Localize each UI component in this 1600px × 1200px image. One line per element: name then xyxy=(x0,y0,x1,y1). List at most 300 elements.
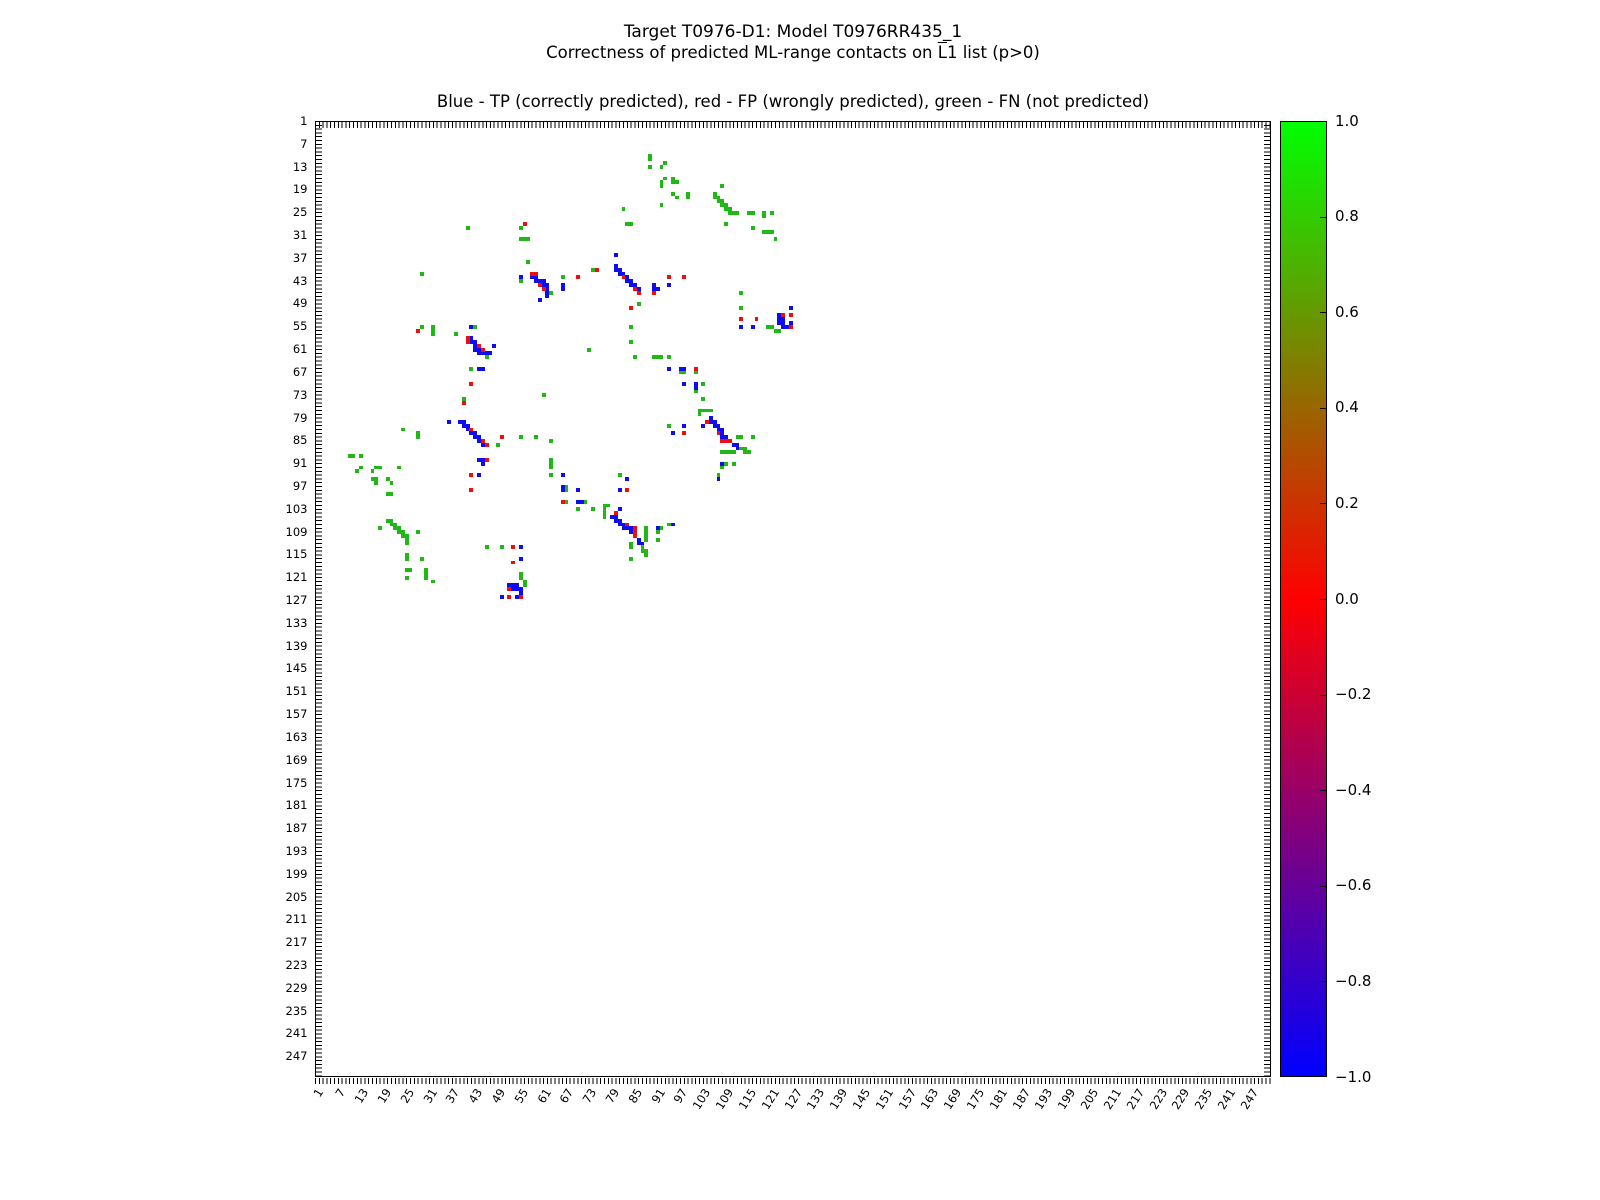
contact-cell xyxy=(781,313,785,317)
contact-cell xyxy=(736,447,740,451)
x-tick-label: 217 xyxy=(1123,1085,1147,1112)
contact-cell xyxy=(511,561,515,565)
y-tick-label: 37 xyxy=(292,250,308,265)
contact-cell xyxy=(561,500,565,504)
colorbar-tick-label: 0.4 xyxy=(1335,398,1359,417)
contact-cell xyxy=(732,462,736,466)
contact-cell xyxy=(390,481,394,485)
contact-cell xyxy=(618,473,622,477)
y-tick-label: 73 xyxy=(292,387,308,402)
y-tick-label: 43 xyxy=(292,273,308,288)
contact-cell xyxy=(542,287,546,291)
contact-cell xyxy=(701,397,705,401)
y-tick-label: 133 xyxy=(285,615,308,630)
contact-cell xyxy=(629,222,633,226)
colorbar-tick-label: −0.8 xyxy=(1335,971,1372,990)
contact-cell xyxy=(694,370,698,374)
x-tick-label: 139 xyxy=(826,1085,851,1112)
x-axis-minor-ticks-top xyxy=(315,122,1271,128)
contact-cell xyxy=(717,431,721,435)
contact-cell xyxy=(633,355,637,359)
y-tick-label: 229 xyxy=(285,980,308,995)
contact-cell xyxy=(561,287,565,291)
x-tick-label: 193 xyxy=(1032,1085,1056,1112)
y-tick-label: 241 xyxy=(285,1026,308,1041)
x-tick-label: 85 xyxy=(625,1085,646,1106)
contact-cell xyxy=(378,466,382,470)
contact-cell xyxy=(481,367,485,371)
contact-cell xyxy=(625,523,629,527)
x-tick-label: 49 xyxy=(488,1085,509,1106)
contact-cell xyxy=(701,382,705,386)
contact-cell xyxy=(405,542,409,546)
contact-cell xyxy=(485,458,489,462)
colorbar-tick xyxy=(1320,695,1326,696)
contact-cell xyxy=(720,184,724,188)
contact-cell xyxy=(682,424,686,428)
x-tick-label: 61 xyxy=(534,1085,554,1106)
contact-cell xyxy=(751,325,755,329)
colorbar-tick-label: 0.0 xyxy=(1335,589,1359,608)
colorbar-tick-label: 0.8 xyxy=(1335,207,1359,226)
contact-cell xyxy=(431,580,435,584)
contact-cell xyxy=(732,450,736,454)
contact-cell xyxy=(519,435,523,439)
contact-cell xyxy=(420,325,424,329)
contact-cell xyxy=(629,325,633,329)
contact-cell xyxy=(488,351,492,355)
contact-cell xyxy=(519,275,523,279)
y-tick-label: 49 xyxy=(292,296,308,311)
contact-cell xyxy=(709,409,713,413)
contact-cell xyxy=(519,226,523,230)
contact-cell xyxy=(405,557,409,561)
colorbar-tick xyxy=(1320,886,1326,887)
colorbar-tick-label: 1.0 xyxy=(1335,111,1359,130)
figure-title-line2-suffix: 1 list (p>0) xyxy=(946,43,1040,62)
contact-cell xyxy=(447,420,451,424)
contact-cell xyxy=(390,492,394,496)
contact-cell xyxy=(682,431,686,435)
contact-cell xyxy=(583,500,587,504)
y-tick-label: 217 xyxy=(285,935,308,950)
contact-cell xyxy=(549,466,553,470)
x-tick-label: 235 xyxy=(1191,1085,1216,1112)
x-tick-label: 127 xyxy=(781,1085,805,1112)
contact-cell xyxy=(431,332,435,336)
contact-cell xyxy=(576,488,580,492)
y-tick-label: 199 xyxy=(285,866,308,881)
contact-cell xyxy=(614,253,618,257)
contact-cell xyxy=(523,583,527,587)
contact-cell xyxy=(720,462,724,466)
contact-cell xyxy=(762,215,766,219)
contact-cell xyxy=(614,511,618,515)
y-tick-label: 211 xyxy=(285,912,308,927)
x-tick-label: 79 xyxy=(602,1085,623,1106)
y-tick-label: 151 xyxy=(285,684,308,699)
contact-cell xyxy=(739,317,743,321)
contact-cell xyxy=(466,340,470,344)
contact-cell xyxy=(549,439,553,443)
y-tick-label: 1 xyxy=(300,114,308,128)
x-tick-label: 229 xyxy=(1169,1085,1193,1112)
contact-cell xyxy=(542,393,546,397)
contact-cell xyxy=(576,275,580,279)
contact-cell xyxy=(496,443,500,447)
x-tick-label: 25 xyxy=(397,1085,417,1106)
contact-cell xyxy=(462,401,466,405)
y-tick-label: 145 xyxy=(285,661,308,676)
contact-cell xyxy=(663,177,667,181)
colorbar-tick xyxy=(1320,408,1326,409)
contact-cell xyxy=(374,481,378,485)
contact-cell xyxy=(652,291,656,295)
contact-cell xyxy=(694,389,698,393)
contact-cell xyxy=(416,530,420,534)
contact-cell xyxy=(622,275,626,279)
x-tick-label: 157 xyxy=(895,1085,919,1112)
contact-cell xyxy=(420,557,424,561)
y-tick-label: 79 xyxy=(292,410,308,425)
contact-cell xyxy=(561,473,565,477)
contact-cell xyxy=(728,439,732,443)
contact-cell xyxy=(667,355,671,359)
contact-cell xyxy=(538,298,542,302)
contact-cell xyxy=(789,313,793,317)
contact-cell xyxy=(724,462,728,466)
contact-cell xyxy=(481,462,485,466)
contact-cell xyxy=(751,435,755,439)
contact-cell xyxy=(507,595,511,599)
contact-cell xyxy=(469,367,473,371)
colorbar-tick xyxy=(1320,503,1326,504)
contact-cell xyxy=(519,595,523,599)
contact-cell xyxy=(724,222,728,226)
contact-cell xyxy=(500,545,504,549)
contact-cell xyxy=(523,222,527,226)
contact-cell xyxy=(352,454,356,458)
contact-cell xyxy=(682,370,686,374)
contact-cell xyxy=(739,291,743,295)
contact-cell xyxy=(473,325,477,329)
contact-cell xyxy=(469,473,473,477)
contact-cell xyxy=(500,435,504,439)
y-tick-label: 157 xyxy=(285,707,308,722)
contact-cell xyxy=(378,526,382,530)
y-tick-label: 175 xyxy=(285,775,308,790)
axes-title: Blue - TP (correctly predicted), red - FP (wrongly predicted), green - FN (not predicted) xyxy=(436,92,1150,111)
contact-cell xyxy=(739,435,743,439)
x-tick-label: 19 xyxy=(374,1085,395,1106)
contact-cell xyxy=(682,367,686,371)
colorbar-tick xyxy=(1320,981,1326,982)
y-tick-label: 19 xyxy=(292,182,308,197)
contact-cell xyxy=(789,306,793,310)
x-tick-label: 31 xyxy=(420,1085,440,1106)
contact-cell xyxy=(622,207,626,211)
contact-cell xyxy=(401,428,405,432)
contact-cell xyxy=(416,329,420,333)
y-tick-label: 223 xyxy=(285,958,308,973)
x-tick-label: 133 xyxy=(804,1085,828,1112)
x-tick-label: 37 xyxy=(442,1085,463,1106)
y-tick-label: 85 xyxy=(292,433,308,448)
contact-cell xyxy=(694,386,698,390)
contact-cell xyxy=(549,473,553,477)
contact-cell xyxy=(629,306,633,310)
contact-cell xyxy=(789,325,793,329)
contact-cell xyxy=(485,355,489,359)
x-tick-label: 91 xyxy=(648,1085,668,1106)
y-tick-label: 121 xyxy=(285,570,308,585)
contact-cell xyxy=(629,545,633,549)
contact-cell xyxy=(618,507,622,511)
contact-cell xyxy=(739,306,743,310)
contact-cell xyxy=(549,291,553,295)
contact-cell xyxy=(469,428,473,432)
y-tick-label: 109 xyxy=(285,524,308,539)
contact-cell xyxy=(371,469,375,473)
contact-cell xyxy=(409,568,413,572)
contact-cell xyxy=(519,279,523,283)
x-tick-label: 199 xyxy=(1054,1085,1079,1112)
colorbar-tick-label: −0.4 xyxy=(1335,780,1372,799)
contact-cell xyxy=(720,466,724,470)
y-tick-label: 31 xyxy=(292,228,308,243)
contact-cell xyxy=(648,158,652,162)
contact-cell xyxy=(777,329,781,333)
x-tick-label: 115 xyxy=(735,1085,760,1112)
x-tick-label: 223 xyxy=(1146,1085,1170,1112)
contact-cell xyxy=(656,287,660,291)
y-tick-label: 235 xyxy=(285,1003,308,1018)
contact-cell xyxy=(698,412,702,416)
contact-cell xyxy=(667,367,671,371)
figure-title-line1: Target T0976-D1: Model T0976RR435_1 xyxy=(623,22,963,42)
colorbar-tick xyxy=(1320,217,1326,218)
y-axis-minor-ticks-left xyxy=(316,121,322,1077)
colorbar-tick-label: −1.0 xyxy=(1335,1067,1372,1086)
x-tick-label: 109 xyxy=(712,1085,737,1112)
x-tick-label: 205 xyxy=(1077,1085,1102,1112)
contact-cell xyxy=(511,545,515,549)
x-tick-label: 211 xyxy=(1100,1085,1125,1112)
x-tick-label: 121 xyxy=(758,1085,782,1112)
contact-cell xyxy=(469,382,473,386)
contact-cell xyxy=(637,291,641,295)
contact-cell xyxy=(519,545,523,549)
contact-cell xyxy=(359,454,363,458)
contact-cell xyxy=(660,203,664,207)
x-tick-label: 169 xyxy=(940,1085,965,1112)
contact-cell xyxy=(739,325,743,329)
contact-cell xyxy=(564,488,568,492)
contact-cell xyxy=(736,211,740,215)
contact-cell xyxy=(660,526,664,530)
contact-cell xyxy=(751,226,755,230)
contact-cell xyxy=(747,450,751,454)
contact-cell xyxy=(667,275,671,279)
x-tick-label: 151 xyxy=(872,1085,896,1112)
contact-cell xyxy=(507,587,511,591)
figure-title-line2-overlined-l: $\overline{L}$ xyxy=(937,43,947,62)
contact-cell xyxy=(466,226,470,230)
contact-cell xyxy=(629,557,633,561)
x-tick-label: 175 xyxy=(963,1085,988,1112)
figure-title-line2 xyxy=(293,43,1293,62)
contact-cell xyxy=(705,420,709,424)
contact-cell xyxy=(656,530,660,534)
contact-cell xyxy=(774,237,778,241)
y-tick-label: 13 xyxy=(292,159,308,174)
contact-cell xyxy=(644,553,648,557)
contact-cell xyxy=(656,526,660,530)
contact-cell xyxy=(675,180,679,184)
y-tick-label: 187 xyxy=(285,821,308,836)
x-tick-label: 1 xyxy=(309,1085,326,1100)
y-tick-label: 115 xyxy=(285,547,308,562)
contact-cell xyxy=(671,523,675,527)
y-tick-label: 247 xyxy=(285,1049,308,1064)
contact-cell xyxy=(591,507,595,511)
contact-cell xyxy=(656,538,660,542)
contact-cell xyxy=(405,576,409,580)
y-tick-label: 91 xyxy=(292,456,308,471)
colorbar-tick xyxy=(1320,790,1326,791)
contact-cell xyxy=(667,424,671,428)
y-tick-label: 205 xyxy=(285,889,308,904)
contact-cell xyxy=(469,325,473,329)
y-tick-label: 127 xyxy=(285,593,308,608)
contact-cell xyxy=(359,466,363,470)
contact-cell xyxy=(519,557,523,561)
contact-cell xyxy=(686,196,690,200)
contact-cell xyxy=(416,435,420,439)
contact-cell xyxy=(625,477,629,481)
contact-cell xyxy=(770,230,774,234)
colorbar-tick-label: −0.6 xyxy=(1335,876,1372,895)
contact-cell xyxy=(477,473,481,477)
contact-cell xyxy=(660,355,664,359)
contact-cell xyxy=(625,488,629,492)
x-tick-label: 73 xyxy=(579,1085,600,1106)
contact-cell xyxy=(606,504,610,508)
contact-cell xyxy=(587,348,591,352)
contact-cell xyxy=(629,340,633,344)
contact-cell xyxy=(420,272,424,276)
x-tick-label: 241 xyxy=(1214,1085,1239,1112)
x-tick-label: 103 xyxy=(689,1085,714,1112)
contact-cell xyxy=(682,382,686,386)
x-tick-label: 181 xyxy=(986,1085,1011,1112)
contact-cell xyxy=(526,237,530,241)
y-tick-label: 181 xyxy=(285,798,308,813)
contact-cell xyxy=(576,507,580,511)
contact-cell xyxy=(755,317,759,321)
x-axis-minor-ticks-bottom xyxy=(315,1078,1271,1084)
y-axis-minor-ticks-right xyxy=(1264,121,1270,1077)
contact-cell xyxy=(492,344,496,348)
colorbar-tick-label: −0.2 xyxy=(1335,685,1372,704)
y-tick-label: 7 xyxy=(300,136,308,151)
x-tick-label: 13 xyxy=(351,1085,372,1106)
contact-cell xyxy=(545,294,549,298)
contact-cell xyxy=(595,268,599,272)
contact-cell xyxy=(663,161,667,165)
contact-cell xyxy=(580,500,584,504)
x-tick-label: 145 xyxy=(849,1085,874,1112)
contact-cell xyxy=(660,184,664,188)
x-tick-label: 247 xyxy=(1237,1085,1261,1112)
y-tick-label: 169 xyxy=(285,752,308,767)
contact-cell xyxy=(526,260,530,264)
y-tick-label: 25 xyxy=(292,205,308,220)
contact-cell xyxy=(751,211,755,215)
contact-cell xyxy=(770,211,774,215)
contact-cell xyxy=(564,500,568,504)
contact-cell xyxy=(534,272,538,276)
y-tick-label: 67 xyxy=(292,364,308,379)
contact-cell xyxy=(660,165,664,169)
contact-cell xyxy=(603,515,607,519)
contact-cell xyxy=(648,165,652,169)
contact-cell xyxy=(424,576,428,580)
colorbar-tick xyxy=(1320,599,1326,600)
colorbar-tick xyxy=(1320,312,1326,313)
x-tick-label: 43 xyxy=(465,1085,486,1106)
y-tick-label: 61 xyxy=(292,342,308,357)
colorbar-tick-label: 0.2 xyxy=(1335,493,1359,512)
x-tick-label: 187 xyxy=(1009,1085,1033,1112)
contact-cell xyxy=(644,538,648,542)
contact-cell xyxy=(633,534,637,538)
y-tick-label: 163 xyxy=(285,729,308,744)
contact-cell xyxy=(485,443,489,447)
contact-cell xyxy=(397,466,401,470)
contact-cell xyxy=(561,275,565,279)
contact-cell xyxy=(500,595,504,599)
x-tick-label: 7 xyxy=(332,1085,349,1100)
contact-cell xyxy=(561,488,565,492)
y-tick-label: 139 xyxy=(285,638,308,653)
colorbar-tick-label: 0.6 xyxy=(1335,302,1359,321)
contact-cell xyxy=(481,348,485,352)
contact-cell xyxy=(694,367,698,371)
contact-cell xyxy=(667,283,671,287)
contact-cell xyxy=(641,542,645,546)
y-tick-label: 103 xyxy=(285,501,308,516)
x-tick-label: 163 xyxy=(918,1085,942,1112)
contact-cell xyxy=(469,488,473,492)
contact-cell xyxy=(355,469,359,473)
contact-cell xyxy=(671,431,675,435)
contact-cell xyxy=(717,477,721,481)
x-tick-label: 97 xyxy=(671,1085,691,1106)
y-tick-label: 55 xyxy=(292,319,308,334)
contact-cell xyxy=(534,435,538,439)
x-tick-label: 55 xyxy=(511,1085,531,1106)
x-tick-label: 67 xyxy=(556,1085,577,1106)
contact-cell xyxy=(701,424,705,428)
contact-cell xyxy=(454,332,458,336)
figure-title-line2-prefix: Correctness of predicted ML-range contacts on xyxy=(546,43,938,62)
contact-cell xyxy=(485,545,489,549)
y-tick-label: 97 xyxy=(292,478,308,493)
y-tick-label: 193 xyxy=(285,843,308,858)
contact-map-plot-area xyxy=(315,121,1271,1077)
contact-cell xyxy=(637,302,641,306)
